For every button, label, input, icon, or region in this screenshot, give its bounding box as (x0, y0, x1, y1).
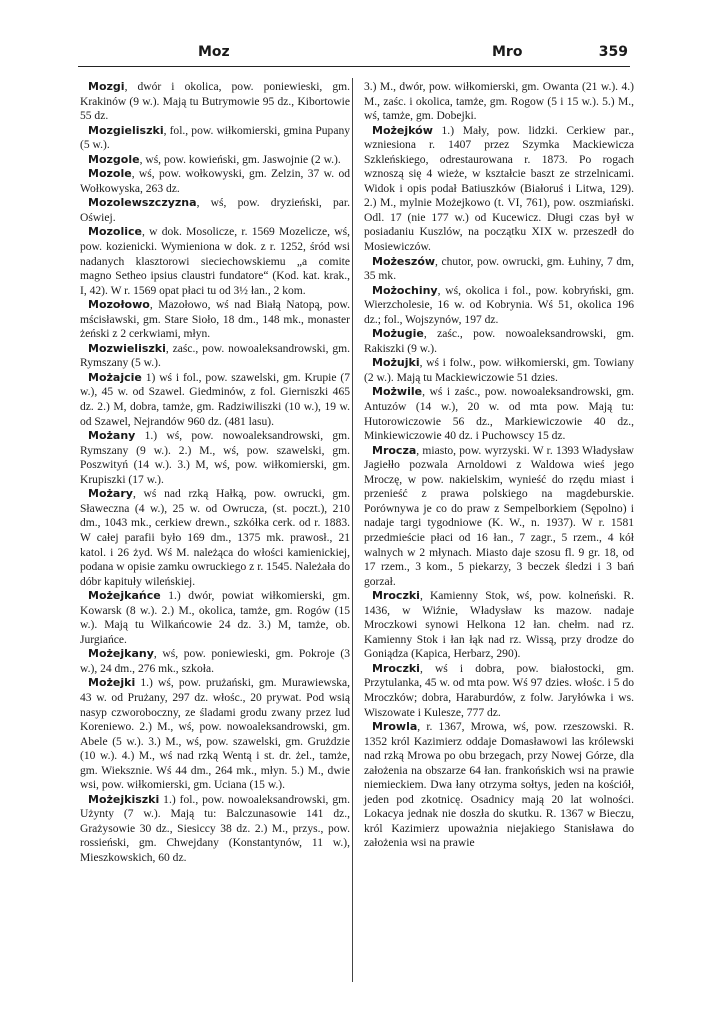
entry-text: , wś, pow. wołkowyski, gm. Zelzin, 37 w. od Wołkowyska, 263 dz. (80, 168, 350, 195)
headword: Mozolewszczyzna (88, 196, 197, 210)
headword: Mroczki (372, 589, 420, 603)
running-head-right: Mro (492, 44, 523, 60)
headword: Możochiny (372, 283, 438, 297)
entry-text: , fol., pow. wiłkomierski, gmina Pupany (5 w.). (80, 124, 350, 152)
entry-text: , r. 1367, Mrowa, wś, pow. rzeszowski. R. 1352 król Kazimierz oddaje Domasławowi las królewski nad rzką Mrowa po obu brzegach, przy Nowej Górze, dla założenia na obszarze 64 łan. frankońskich wsi na prawie niemieckiem. Dwa łany otrzyma sołtys, jeden na kościół, jeden pod zkotnicę. Osadnicy mają 20 lat wolności. Lokacya jednak nie doszła do skutku. R. 1367 w Bieczu, król Kazimierz upoważnia niejakiego Stanisława do założenia wsi na prawie (364, 721, 634, 850)
entry-text: , Mazołowo, wś nad Białą Natopą, pow. mścisławski, gm. Stare Sioło, 18 dm., 148 mk., monaster żeński z 2 cerkwiami, młyn. (80, 299, 350, 341)
headword: Mrocza (372, 443, 417, 457)
headword: Możany (88, 429, 136, 443)
headword: Mozołowo (88, 298, 150, 312)
headword: Możejkany (88, 647, 154, 661)
left-column (80, 80, 350, 866)
running-head-left: Moz (198, 44, 230, 60)
dictionary-entry (80, 80, 350, 124)
dictionary-entry (80, 196, 350, 225)
headword: Możejki (88, 676, 136, 690)
dictionary-entry (80, 676, 350, 792)
headword: Mozwieliszki (88, 341, 166, 355)
headword: Możajcie (88, 370, 142, 384)
dictionary-entry (364, 720, 634, 851)
dictionary-entry (80, 793, 350, 866)
entry-text: , wś, pow. poniewieski, gm. Pokroje (3 w.), 24 dm., 276 mk., szkoła. (80, 648, 350, 675)
headword: Mrowla (372, 720, 418, 734)
header-rule (78, 66, 630, 67)
entry-text: , miasto, pow. wyrzyski. W r. 1393 Władysław Jagiełło pozwala Arnoldowi z Waldowa wieś jego Mroczę, w pow. nakielskim, wynieść do rzędu miast i przenieść z prawa polskiego na magdeburskie. Porównywa je co do praw z Sempelborkiem (Sępolno) i nadaje targi tygodniowe (K. W., n. 1937). W r. 1581 przedmieście płaci od 16 łan., 7 zagr., 5 rzem., 4 kół walnych w 2 młynach. Miasto daje szosu fl. 9 gr. 18, od 17 rzem., 3 kom., 5 piekarzy, 3 beczek śledzi i 3 bań gorzał. (364, 444, 634, 588)
dictionary-entry (80, 167, 350, 196)
entry-text: 3.) M., dwór, pow. wiłkomierski, gm. Owanta (21 w.). 4.) M., zaśc. i okolica, tamże, gm. Rogow (5 i 15 w.). 5.) M., wś, tamże, gm. Dobejki. (364, 81, 634, 123)
entry-text: 1) wś i fol., pow. szawelski, gm. Krupie (7 w.), 45 w. od Szawel. Giedminów, z fol. Gierniszki 465 dz. 2.) M, dobra, tamże, gm. Radziwiliszki (10 w.), 19 w. od Szawel, Nejrandów 960 dz. (481 lasu). (80, 371, 350, 428)
dictionary-entry (80, 429, 350, 487)
entry-text: , wś, pow. dryzieński, par. Oświej. (80, 197, 350, 224)
entry-text: , dwór i okolica, pow. poniewieski, gm. Krakinów (9 w.). Mają tu Butrymowie 95 dz., Kibortowie 55 dz. (80, 81, 350, 123)
entry-text: , wś nad rzką Hałką, pow. owrucki, gm. Sławeczna (4 w.), 25 w. od Owrucza, (st. poczt.), 210 dm., 1043 mk., cerkiew drewn., szkółka cerk. od r. 1883. W całej parafii było 169 dm., 1375 mk. prawosł., 21 katol. i 26 żyd. Wś M. należąca do włości kamienickiej, podana w opisie zamku owruckiego z r. 1545. Należała do dóbr kapituły wileńskiej. (80, 488, 350, 588)
headword: Możugie (372, 327, 424, 341)
page-header (78, 44, 628, 68)
entry-text: 1.) wś, pow. nowoaleksandrowski, gm. Rymszany (9 w.). 2.) M., wś, pow. szawelski, gm. Poszwityń (14 w.). 3.) M, wś, pow. wiłkomierski, gm. Krupiszki (17 w.). (80, 430, 350, 486)
entry-text: , w dok. Mosolicze, r. 1569 Mozelicze, wś, pow. kozienicki. Wymieniona w dok. z r. 1252, śród wsi nadanych klasztorowi sieciechowskiemu „a comite magno Setheo ipsius claustri fundatore“ (Kod. kat. krak., I, 42). W r. 1569 opat płaci tu od 3½ łan., 2 kom. (80, 226, 350, 297)
dictionary-entry (364, 444, 634, 589)
entry-text: 1.) wś, pow. prużański, gm. Murawiewska, 43 w. od Prużany, 297 dz. włośc., 20 prywat. Pod wsią nasyp czworoboczny, ze śladami grodu zwany przez lud Koreniewo. 2.) M., wś, pow. nowoaleksandrowski, gm. Abele (5 w.). 3.) M., wś, pow. szawelski, gm. Grużdzie (10 w.). 4.) M., wś nad rzką Wentą i st. dr. żel., tamże, gm. Wieksznie. Wś 44 dm., 264 mk., młyn. 5.) M., dwie wsi, pow. wiłkomierski, gm. Ucianа (15 w.). (80, 677, 350, 792)
dictionary-entry (80, 342, 350, 371)
headword: Mozolice (88, 225, 142, 239)
dictionary-entry (364, 284, 634, 328)
dictionary-entry (80, 371, 350, 429)
entry-text: , Kamienny Stok, wś, pow. kolneński. R. 1436, w Wiźnie, Władysław ks mazow. nadaje Mroczkowi synowi Helkona 12 łan. chełm. nad rz. Kamienny Stok i łan łąk nad rz. Wissą, przy drodze do Goniądza (Kapica, Herbarz, 290). (364, 590, 634, 661)
entry-text: , zaśc., pow. nowoaleksandrowski, gm. Rymszany (5 w.). (80, 342, 350, 370)
dictionary-entry (364, 255, 634, 284)
dictionary-entry (80, 487, 350, 589)
right-column (364, 80, 634, 851)
headword: Możejkańce (88, 589, 161, 603)
headword: Mozgole (88, 152, 140, 166)
dictionary-entry (80, 647, 350, 676)
headword: Mroczki (372, 661, 420, 675)
dictionary-entry (80, 124, 350, 153)
entry-text: , zaśc., pow. nowoaleksandrowski, gm. Rakiszki (9 w.). (364, 328, 634, 355)
dictionary-entry (364, 124, 634, 255)
entry-text: , wś, pow. kowieński, gm. Jaswojnie (2 w.). (139, 153, 341, 166)
headword: Mozgieliszki (88, 123, 164, 137)
headword: Możary (88, 487, 133, 501)
dictionary-entry (364, 327, 634, 356)
dictionary-entry (80, 589, 350, 647)
dictionary-entry (364, 385, 634, 443)
entry-text: , wś i folw., pow. wiłkomierski, gm. Towiany (2 w.). Mają tu Mackiewiczowie 51 dzies. (364, 357, 634, 384)
entry-text: 1.) Mały, pow. lidzki. Cerkiew par., wzniesiona r. 1407 przez Szymka Mackiewicza Szkleńskiego, odrestaurowana r. 1873. Po rogach wznoszą się 4 wieże, w kształcie baszt ze strzelnicami. Widok i opis podał Batiuszków (Białoruś i Litwa, 129). 2.) M., mylnie Możejkowo (t. VI, 761), pow. oszmiański. Odl. 17 (nie 177 w.) od Kucewicz. Długi czas był w posiadaniu Kuszlów, na początku XIX w. przeszedł do Mosiewiczów. (364, 124, 634, 254)
headword: Możejków (372, 123, 433, 137)
page-number: 359 (598, 44, 628, 60)
entry-text: 1.) fol., pow. nowoaleksandrowski, gm. Użynty (7 w.). Mają tu: Balczunasowie 141 dz., Grażysowie 30 dz., Siesiccy 38 dz. 2.) M., przys., pow. rossieński, gm. Chwejdany (Konstantynów, 11 w.), Mieszkowskich, 60 dz. (80, 793, 350, 864)
dictionary-entry (80, 225, 350, 298)
dictionary-entry (364, 356, 634, 385)
column-divider (352, 78, 353, 982)
dictionary-entry (80, 298, 350, 342)
headword: Możujki (372, 356, 420, 370)
entry-text: , chutor, pow. owrucki, gm. Łuhiny, 7 dm, 35 mk. (364, 255, 634, 283)
dictionary-entry (364, 589, 634, 662)
headword: Możejkiszki (88, 792, 160, 806)
dictionary-entry-continuation (364, 80, 634, 124)
entry-text: 1.) dwór, powiat wiłkomierski, gm. Kowarsk (8 w.). 2.) M., okolica, tamże, gm. Rogów (15 w.). Mają tu Wilkańcowie 24 dz. 3.) M, tamże, ob. Jurgiańce. (80, 590, 350, 646)
headword: Mozgi (88, 80, 125, 93)
entry-text: , wś i zaśc., pow. nowoaleksandrowski, gm. Antuzów (14 w.), 20 w. od mta pow. Mają tu: Hutorowiczowie 56 dz., Markiewiczowie 40 dz., Minkiewiczowie 40 dz. i Puchowscy 15 dz. (364, 386, 634, 443)
dictionary-entry (80, 153, 350, 168)
dictionary-entry (364, 662, 634, 720)
headword: Możeszów (372, 254, 436, 268)
headword: Możwile (372, 385, 423, 399)
entry-text: , wś i dobra, pow. białostocki, gm. Przytulanka, 45 w. od mta pow. Wś 97 dzies. włośc. i 5 do Mroczków; dobra, Haraburdów, z folw. Jaryłówka i ws. Wiszowate i Kulesze, 777 dz. (364, 662, 634, 719)
entry-text: , wś, okolica i fol., pow. kobryński, gm. Wierzcholesie, 16 w. od Kobrynia. Wś 51, okolica 196 dz.; fol., Wojszynów, 197 dz. (364, 284, 634, 326)
headword: Mozole (88, 167, 132, 181)
